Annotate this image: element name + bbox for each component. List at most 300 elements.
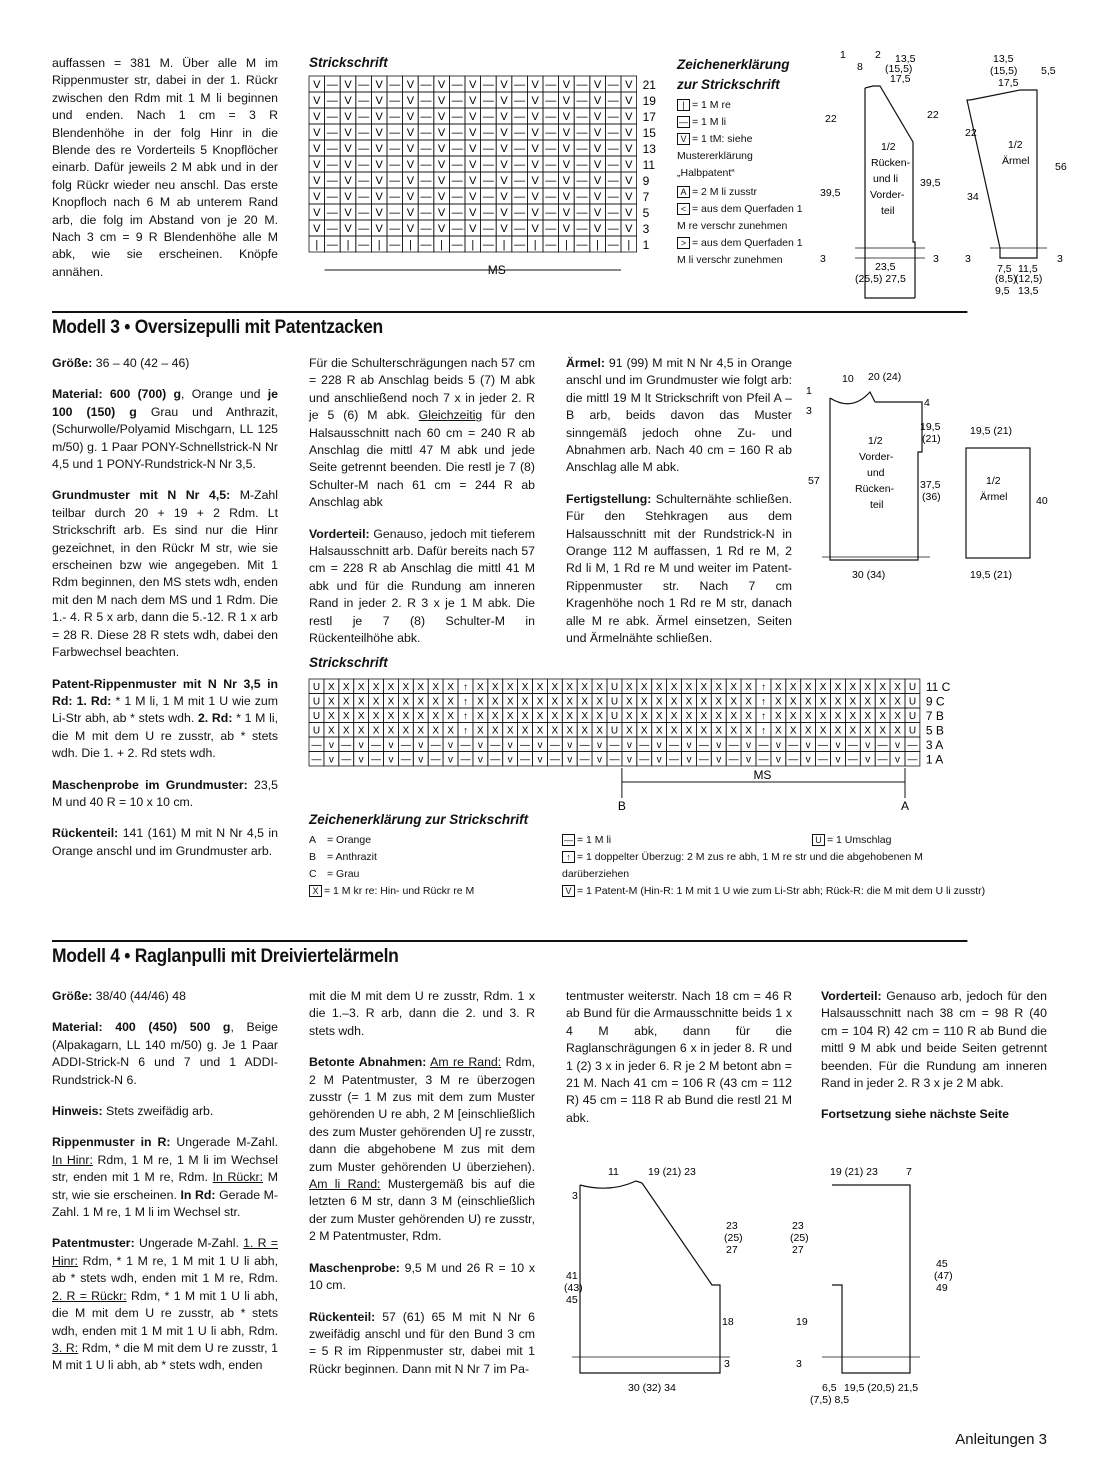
svg-text:17,5: 17,5 — [998, 77, 1019, 89]
chart-symbol: v — [746, 740, 752, 751]
chart-symbol: V — [437, 159, 446, 171]
chart-symbol: V — [593, 223, 602, 235]
chart-symbol: — — [545, 143, 557, 155]
chart-symbol: — — [576, 207, 588, 219]
schematic-back-front — [820, 49, 941, 298]
chart-symbol: — — [728, 740, 739, 751]
svg-text:19,5 (20,5) 21,5: 19,5 (20,5) 21,5 — [844, 1382, 919, 1394]
chart-symbol: X — [789, 725, 797, 737]
chart-symbol: — — [482, 111, 494, 123]
chart-symbol: — — [482, 143, 494, 155]
svg-text:10: 10 — [842, 373, 854, 385]
svg-text:(21): (21) — [922, 433, 941, 445]
chart-symbol: X — [640, 711, 648, 722]
chart-symbol: X — [417, 711, 425, 722]
chart-symbol: — — [400, 754, 411, 766]
svg-text:Rücken-: Rücken- — [871, 157, 911, 169]
chart-symbol: — — [607, 223, 619, 235]
chart-symbol: V — [375, 127, 383, 139]
chart-symbol: V — [375, 143, 383, 155]
svg-text:1/2: 1/2 — [986, 475, 1001, 487]
svg-text:9,5: 9,5 — [995, 285, 1010, 297]
chart-symbol: V — [406, 175, 415, 187]
chart-symbol: V — [344, 207, 352, 219]
chart-symbol: — — [514, 175, 526, 187]
chart-symbol: — — [482, 175, 494, 187]
svg-text:3: 3 — [572, 1190, 578, 1202]
legend-item-inc-li: > = aus dem Querfaden 1 M li verschr zunehmen — [677, 237, 803, 266]
chart-symbol: | — [502, 239, 506, 251]
chart-symbol: X — [894, 725, 901, 737]
model3-legend-u — [812, 832, 962, 849]
chart-symbol: — — [482, 95, 494, 107]
chart-symbol: V — [469, 223, 477, 235]
svg-text:(25): (25) — [790, 1232, 809, 1244]
chart-symbol: — — [451, 79, 463, 91]
svg-text:8: 8 — [857, 61, 863, 73]
chart-symbol: X — [715, 725, 723, 737]
chart-symbol: v — [537, 740, 543, 751]
svg-text:30 (32) 34: 30 (32) 34 — [628, 1382, 676, 1394]
chart-symbol: — — [430, 740, 441, 751]
svg-text:6,5: 6,5 — [822, 1382, 837, 1394]
svg-text:17,5: 17,5 — [890, 73, 911, 85]
chart-symbol: v — [626, 754, 632, 766]
chart-symbol: U — [312, 711, 321, 722]
chart-symbol: X — [372, 696, 380, 708]
chart-symbol: X — [477, 696, 484, 708]
chart-symbol: v — [775, 754, 781, 766]
chart-symbol: — — [420, 127, 432, 139]
chart-symbol: V — [437, 191, 446, 203]
chart-row-label: 21 — [642, 78, 656, 92]
legend-item-v: V = 1 Patent-M (Hin-R: 1 M mit 1 U wie zum Li-Str abh; Rück-R: die M mit dem U li zusstr) — [562, 883, 992, 900]
chart-symbol: V — [593, 127, 602, 139]
chart-symbol: X — [596, 725, 603, 737]
chart-symbol: v — [716, 754, 722, 766]
front-piece: Vorderteil: Genauso arb, jedoch für den Halsausschnitt nach 38 cm = 98 R (40 cm = 104 R) 42 cm = 110 R ab Bund die mittl 9 M abk und beide Seiten getrennt beenden. Für die Rundung am inneren Rand in jeder 2. R 3 x je 2 M abk. — [821, 989, 1047, 1091]
chart-symbol: V — [625, 127, 633, 139]
continued-note: Fortsetzung siehe nächste Seite — [821, 1107, 1009, 1122]
chart-symbol: X — [730, 696, 737, 708]
svg-text:Ärmel: Ärmel — [980, 491, 1008, 503]
chart-symbol: X — [477, 682, 484, 693]
chart-symbol: U — [908, 725, 917, 737]
chart-row-label: 3 A — [925, 738, 944, 752]
chart-symbol: V — [437, 79, 446, 91]
chart-symbol: — — [358, 239, 370, 251]
chart-symbol: V — [313, 223, 321, 235]
chart-symbol: X — [328, 711, 335, 722]
chart-symbol: V — [500, 207, 508, 219]
svg-text:34: 34 — [967, 191, 979, 203]
svg-text:11: 11 — [608, 1166, 619, 1178]
svg-text:3: 3 — [820, 253, 826, 265]
chart-symbol: — — [545, 79, 557, 91]
chart-symbol: U — [312, 725, 321, 737]
chart-symbol: X — [417, 696, 425, 708]
chart-symbol: V — [313, 111, 321, 123]
chart-symbol: X — [700, 696, 708, 708]
chart-symbol: — — [451, 223, 463, 235]
chart-symbol: V — [344, 95, 352, 107]
chart-symbol: — — [420, 239, 432, 251]
chart-symbol: X — [581, 682, 588, 693]
chart-symbol: V — [562, 79, 571, 91]
chart-symbol: X — [626, 696, 633, 708]
chart-symbol: X — [581, 711, 588, 722]
pattern-cont: mit die M mit dem U re zusstr, Rdm. 1 x die 1.–3. R arb, dann die 2. und 3. R stets wdh. — [309, 989, 535, 1038]
chart-symbol: V — [469, 111, 477, 123]
chart-symbol: V — [593, 191, 602, 203]
top-legend — [677, 97, 812, 269]
svg-text:19 (21) 23: 19 (21) 23 — [830, 1166, 878, 1178]
svg-text:(43): (43) — [564, 1282, 583, 1294]
svg-text:1: 1 — [840, 49, 846, 61]
chart-symbol: V — [406, 191, 415, 203]
chart-symbol: v — [626, 740, 632, 751]
model3-col2 — [309, 355, 535, 662]
chart-symbol: — — [576, 191, 588, 203]
svg-text:49: 49 — [936, 1282, 948, 1294]
svg-text:(15,5): (15,5) — [990, 65, 1018, 77]
chart-symbol: — — [389, 143, 401, 155]
svg-text:7,5: 7,5 — [997, 263, 1012, 275]
chart-symbol: v — [388, 740, 394, 751]
chart-symbol: V — [437, 207, 446, 219]
chart-symbol: U — [908, 696, 917, 708]
chart-symbol: v — [686, 754, 692, 766]
chart-symbol: — — [514, 239, 526, 251]
chart-symbol: — — [451, 239, 463, 251]
svg-text:3: 3 — [724, 1358, 730, 1370]
chart-symbol: — — [907, 740, 918, 751]
chart-symbol: — — [576, 95, 588, 107]
chart-symbol: X — [342, 682, 350, 693]
chart-row-label: 9 C — [925, 694, 945, 709]
chart-symbol: X — [342, 725, 350, 737]
chart-symbol: X — [357, 725, 365, 737]
svg-text:19: 19 — [796, 1316, 808, 1328]
chart-symbol: V — [500, 79, 508, 91]
chart-symbol: — — [389, 95, 401, 107]
chart-symbol: — — [728, 754, 739, 766]
chart-symbol: X — [402, 696, 410, 708]
chart-symbol: — — [420, 223, 432, 235]
svg-text:11,5: 11,5 — [1018, 263, 1038, 275]
chart-symbol: X — [551, 682, 559, 693]
chart-symbol: X — [745, 711, 752, 722]
chart-symbol: — — [389, 239, 401, 251]
chart-symbol: X — [521, 711, 529, 722]
chart-symbol: V — [344, 223, 352, 235]
chart-symbol: X — [417, 682, 425, 693]
chart-row-label: 15 — [642, 126, 656, 140]
svg-text:23: 23 — [726, 1220, 738, 1232]
chart-symbol: ↑ — [462, 711, 468, 722]
chart-symbol: v — [567, 740, 573, 751]
chart-symbol: — — [482, 127, 494, 139]
chart-symbol: V — [500, 95, 508, 107]
svg-text:19,5 (21): 19,5 (21) — [970, 569, 1013, 581]
back-piece: Rückenteil: 57 (61) 65 M mit N Nr 6 zweifädig anschl und für den Bund 3 cm = 5 R im Rippenmuster str, dabei mit 1 Rückr beginnen. Dann mit N Nr 7 im Pa- — [309, 1309, 535, 1376]
chart-symbol: V — [531, 127, 539, 139]
top-legend-title: Zeichenerklärung zur Strickschrift — [677, 57, 790, 92]
chart-symbol: — — [576, 127, 588, 139]
svg-text:1: 1 — [806, 385, 812, 397]
chart-symbol: v — [656, 754, 662, 766]
chart-symbol: | — [471, 239, 475, 251]
chart-symbol: X — [402, 711, 410, 722]
chart-symbol: — — [639, 740, 650, 751]
chart-symbol: — — [482, 191, 494, 203]
decreases: Betonte Abnahmen: Am re Rand: Rdm, 2 M Patentmuster, 3 M re überzogen zusstr (= 1 M zus mit dem zum Muster gehörenden U re abh, 2 M [einschließlich des zum Muster gehörenden U] re zusstr, dann die abgehobene M zus mit dem zum Muster gehörenden U überziehen). Am li Rand: Mustergemäß bis auf die letzten 6 M str, dann 3 M (einschließlich der zum Muster gehörenden U) re zusstr, 2 M Patentmuster, Rdm. — [309, 1055, 535, 1244]
chart-symbol: X — [834, 711, 842, 722]
chart-symbol: V — [500, 127, 508, 139]
chart-symbol: X — [357, 682, 365, 693]
chart-symbol: V — [344, 175, 352, 187]
chart-symbol: — — [460, 740, 471, 751]
chart-symbol: X — [685, 682, 693, 693]
chart-symbol: | — [627, 239, 631, 251]
chart-symbol: | — [596, 239, 600, 251]
chart-symbol: — — [549, 754, 560, 766]
chart-symbol: v — [835, 754, 841, 766]
rib-pattern: Rippenmuster in R: Ungerade M-Zahl. In Hinr: Rdm, 1 M re, 1 M li im Wechsel str, enden mit 1 M re, Rdm. In Rückr: M str, wie sie erscheinen. In Rd: Gerade M-Zahl. 1 M re, 1 M li im Wechsel str. — [52, 1135, 279, 1220]
chart-symbol: v — [686, 740, 692, 751]
chart-symbol: X — [879, 696, 886, 708]
chart-symbol: — — [514, 207, 526, 219]
chart-row-label: 7 B — [925, 709, 944, 723]
chart-symbol: V — [593, 111, 602, 123]
chart-symbol: X — [432, 725, 439, 737]
chart-symbol: — — [576, 143, 588, 155]
chart-symbol: V — [625, 191, 633, 203]
chart-symbol: — — [788, 754, 799, 766]
chart-symbol: ↑ — [760, 696, 766, 708]
model3-schematics — [800, 360, 1060, 590]
chart-symbol: — — [326, 79, 338, 91]
chart-symbol: — — [326, 127, 338, 139]
chart-symbol: — — [389, 175, 401, 187]
chart-symbol: — — [311, 740, 322, 751]
chart-symbol: X — [566, 696, 574, 708]
chart-symbol: v — [477, 740, 483, 751]
chart-symbol: X — [536, 725, 544, 737]
svg-text:3: 3 — [796, 1358, 802, 1370]
chart-symbol: X — [387, 682, 395, 693]
chart-row-label: 7 — [642, 190, 650, 204]
chart-symbol: V — [625, 175, 633, 187]
svg-text:(8,5): (8,5) — [995, 273, 1017, 285]
chart-symbol: — — [358, 159, 370, 171]
chart-symbol: — — [758, 740, 769, 751]
chart-symbol: V — [375, 175, 383, 187]
chart-symbol: V — [344, 111, 352, 123]
chart-symbol: V — [593, 95, 602, 107]
chart-symbol: — — [490, 740, 501, 751]
note: Hinweis: Stets zweifädig arb. — [52, 1104, 214, 1119]
legend-item-inc-re: < = aus dem Querfaden 1 M re verschr zunehmen — [677, 203, 803, 232]
chart-symbol: X — [357, 696, 365, 708]
chart-symbol: V — [437, 143, 446, 155]
chart-symbol: V — [437, 95, 446, 107]
chart-symbol: V — [375, 95, 383, 107]
legend-item-up: ↑ = 1 doppelter Überzug: 2 M zus re abh, 1 M re str und die abgehobenen M darüberziehen — [562, 851, 923, 880]
chart-symbol: — — [371, 754, 382, 766]
chart-symbol: — — [545, 127, 557, 139]
chart-symbol: — — [609, 754, 620, 766]
chart-symbol: X — [640, 682, 648, 693]
chart-symbol: X — [894, 696, 901, 708]
chart-symbol: — — [389, 111, 401, 123]
chart-symbol: V — [375, 111, 383, 123]
chart-symbol: U — [908, 711, 917, 722]
chart-symbol: V — [344, 191, 352, 203]
chart-symbol: — — [451, 127, 463, 139]
chart-symbol: X — [700, 725, 708, 737]
chart-symbol: V — [437, 223, 446, 235]
chart-symbol: — — [576, 239, 588, 251]
svg-text:4: 4 — [924, 397, 930, 409]
chart-symbol: X — [536, 696, 544, 708]
chart-symbol: X — [447, 682, 454, 693]
legend-color-b: B = Anthrazit — [309, 851, 377, 863]
chart-symbol: X — [506, 682, 514, 693]
chart-symbol: X — [447, 725, 454, 737]
chart-symbol: X — [775, 711, 782, 722]
svg-text:7: 7 — [906, 1166, 912, 1178]
chart-symbol: X — [581, 696, 588, 708]
chart-symbol: — — [451, 111, 463, 123]
chart-row-label: 17 — [642, 110, 656, 124]
chart-symbol: X — [536, 711, 544, 722]
chart-symbol: v — [358, 754, 364, 766]
svg-text:und: und — [867, 467, 885, 479]
svg-text:39,5: 39,5 — [920, 177, 941, 189]
svg-text:Vorder-: Vorder- — [870, 189, 905, 201]
svg-text:20 (24): 20 (24) — [868, 371, 902, 383]
gauge: Maschenprobe im Grundmuster: 23,5 M und 40 R = 10 x 10 cm. — [52, 777, 278, 809]
chart-symbol: — — [482, 239, 494, 251]
chart-symbol: X — [551, 725, 559, 737]
svg-text:(36): (36) — [922, 491, 941, 503]
chart-symbol: X — [670, 696, 678, 708]
chart-symbol: — — [420, 159, 432, 171]
chart-row-label: 1 A — [925, 752, 944, 767]
chart-row-label: 11 C — [925, 680, 951, 694]
chart-symbol: — — [451, 143, 463, 155]
chart-symbol: v — [775, 740, 781, 751]
svg-text:teil: teil — [881, 205, 895, 217]
chart-symbol: X — [789, 711, 797, 722]
top-schematics — [815, 50, 1065, 298]
chart-symbol: — — [358, 79, 370, 91]
chart-symbol: X — [685, 725, 693, 737]
chart-symbol: U — [610, 696, 619, 708]
chart-symbol: X — [700, 682, 708, 693]
legend-item-knit: | = 1 M re — [677, 97, 812, 114]
chart-symbol: — — [326, 223, 338, 235]
chart-symbol: — — [358, 127, 370, 139]
chart-symbol: — — [579, 754, 590, 766]
chart-symbol: — — [609, 740, 620, 751]
chart-symbol: X — [849, 696, 857, 708]
chart-symbol: V — [313, 127, 321, 139]
chart-symbol: V — [531, 159, 539, 171]
chart-symbol: V — [406, 127, 415, 139]
chart-symbol: — — [389, 79, 401, 91]
svg-text:Rücken-: Rücken- — [855, 483, 895, 495]
top-paragraph: auffassen = 381 M. Über alle M im Rippenmuster str, dabei in der 1. Rückr zwischen den Rdm mit 1 M li beginnen und enden. Nach 1 cm = 3 R Blendenhöhe in der folg Hinr in die Blende des re Vorderteils 5 Knopflöcher einarb. Dafür jeweils 2 M abk und in der folg Rückr wieder neu anschl. Das erste Knopfloch nach 6 M ab unterem Rand arb, die folg im Abstand von je 20 M. Nach 3 cm = 9 R Blendenhöhe alle M abk, wie sie erscheinen. Knöpfe annähen. — [52, 56, 278, 279]
chart-symbol: — — [451, 175, 463, 187]
chart-symbol: X — [730, 682, 737, 693]
svg-text:57: 57 — [808, 475, 820, 487]
chart-symbol: X — [655, 682, 663, 693]
model3-schematic-body — [806, 371, 941, 581]
svg-text:teil: teil — [870, 499, 884, 511]
chart-symbol: V — [406, 143, 415, 155]
chart-symbol: X — [789, 682, 797, 693]
chart-symbol: — — [877, 740, 888, 751]
chart-symbol: | — [315, 239, 319, 251]
chart-symbol: X — [804, 725, 812, 737]
chart-symbol: — — [607, 175, 619, 187]
chart-symbol: — — [389, 223, 401, 235]
chart-symbol: — — [358, 191, 370, 203]
chart-symbol: v — [507, 754, 513, 766]
chart-symbol: X — [566, 711, 574, 722]
svg-text:Ärmel: Ärmel — [1002, 155, 1030, 167]
chart-symbol: — — [389, 127, 401, 139]
chart-symbol: V — [500, 223, 508, 235]
chart-symbol: — — [358, 175, 370, 187]
model4-col2 — [309, 988, 535, 1392]
chart-symbol: — — [420, 191, 432, 203]
chart-symbol: — — [545, 207, 557, 219]
chart-symbol: V — [469, 127, 477, 139]
svg-text:3: 3 — [806, 405, 812, 417]
chart-symbol: X — [342, 696, 350, 708]
chart-symbol: v — [865, 740, 871, 751]
chart-symbol: V — [531, 143, 539, 155]
chart-symbol: — — [460, 754, 471, 766]
front-piece: Vorderteil: Genauso, jedoch mit tieferem Halsausschnitt arb. Dafür bereits nach 57 cm = 228 R ab Anschlag die mittl 41 M abk und für die Rundung am inneren Rand in jeder 2. R 3 x je 1 M abk. Die restl je 7 (8) Schulter-M in Rückenteilhöhe abk. — [309, 526, 535, 646]
chart-symbol: — — [698, 754, 709, 766]
model4-schematic-body — [564, 1166, 743, 1394]
chart-symbol: V — [562, 127, 571, 139]
chart-symbol: V — [562, 175, 571, 187]
chart-symbol: V — [500, 175, 508, 187]
chart-symbol: — — [669, 740, 680, 751]
chart-row-label: 19 — [642, 94, 656, 108]
chart-symbol: X — [447, 696, 454, 708]
svg-text:45: 45 — [936, 1258, 948, 1270]
model4-heading: Modell 4 • Raglanpulli mit Dreiviertelärmeln — [52, 940, 967, 968]
material: Material: 400 (450) 500 g, Beige (Alpakagarn, LL 140 m/50) g. Je 1 Paar ADDI-Strick-N 6 und 7 und 1 ADDI-Rundstrick-N 6. — [52, 1020, 278, 1087]
chart-symbol: V — [625, 111, 633, 123]
chart-symbol: X — [715, 682, 723, 693]
svg-text:(25,5) 27,5: (25,5) 27,5 — [855, 273, 906, 285]
chart-symbol: X — [819, 682, 827, 693]
chart-row-label: 1 — [642, 238, 650, 252]
chart-symbol: X — [655, 696, 663, 708]
svg-text:5,5: 5,5 — [1041, 65, 1056, 77]
chart-symbol: V — [375, 79, 383, 91]
chart-symbol: — — [669, 754, 680, 766]
chart-symbol: — — [358, 207, 370, 219]
chart-symbol: V — [593, 79, 602, 91]
